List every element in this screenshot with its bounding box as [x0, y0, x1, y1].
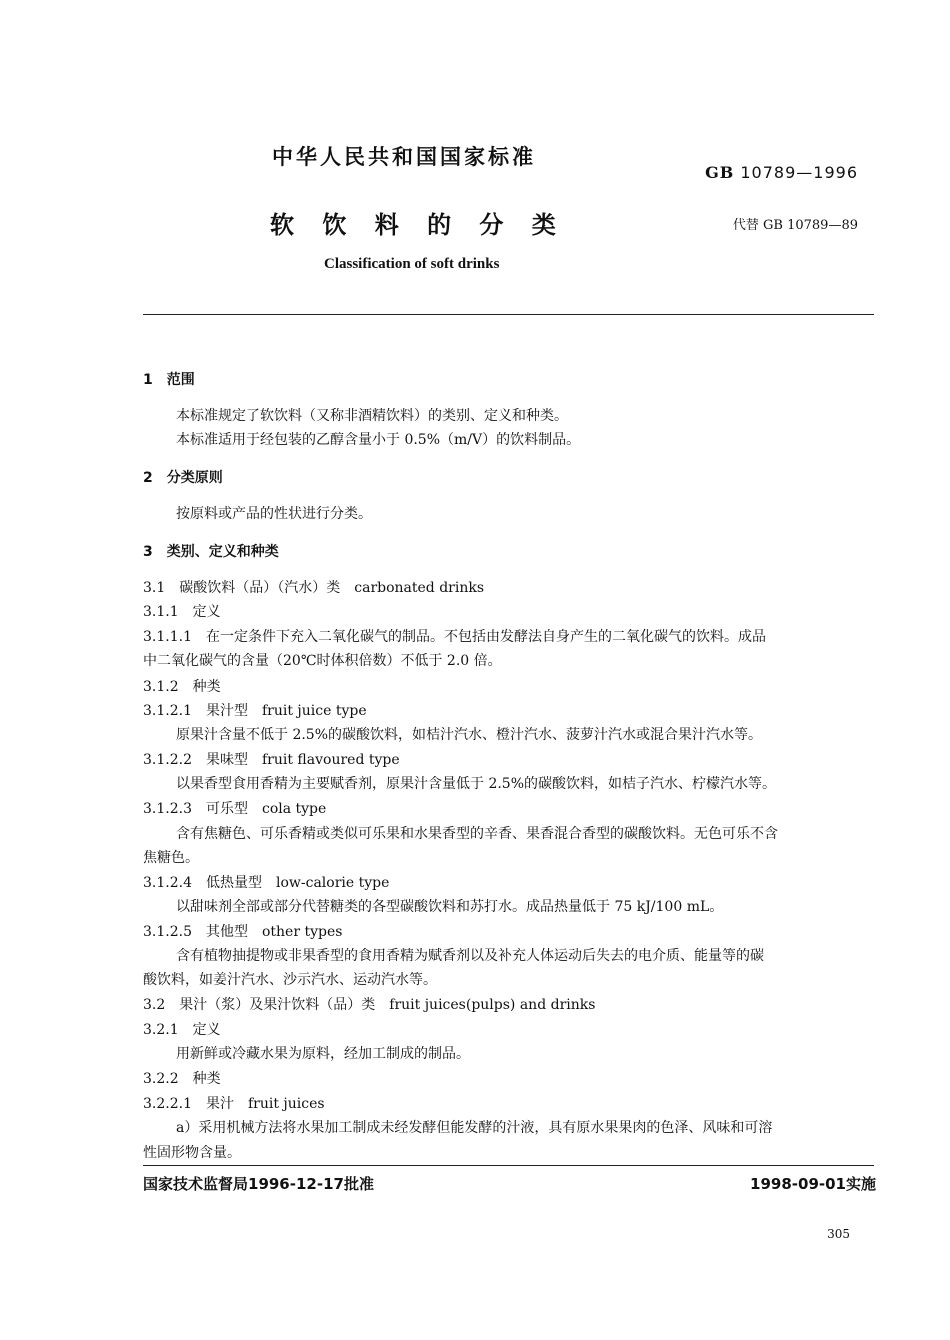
section-heading: 3 类别、定义和种类	[143, 544, 279, 560]
paragraph-line: 中二氧化碳气的含量（20℃时体积倍数）不低于 2.0 倍。	[143, 653, 502, 669]
standard-title: 中华人民共和国国家标准	[272, 145, 536, 169]
paragraph-line: 原果汁含量不低于 2.5%的碳酸饮料，如桔汁汽水、橙汁汽水、菠萝汁汽水或混合果汁汽水等。	[176, 727, 763, 743]
clause-line: 3.2.2.1 果汁 fruit juices	[143, 1096, 325, 1112]
document-title: 软 饮 料 的 分 类	[270, 211, 556, 239]
paragraph-line: 焦糖色。	[143, 850, 199, 866]
paragraph-line: 用新鲜或冷藏水果为原料，经加工制成的制品。	[176, 1046, 470, 1062]
paragraph-line: 以甜味剂全部或部分代替糖类的各型碳酸饮料和苏打水。成品热量低于 75 kJ/100 mL。	[176, 899, 724, 915]
standard-code-prefix: GB	[705, 163, 735, 182]
clause-line: 3.1.1.1 在一定条件下充入二氧化碳气的制品。不包括由发酵法自身产生的二氧化碳气的饮料。成品	[143, 629, 766, 645]
clause-line: 3.1.2.2 果味型 fruit flavoured type	[143, 752, 400, 768]
paragraph-line: 含有焦糖色、可乐香精或类似可乐果和水果香型的辛香、果香混合香型的碳酸饮料。无色可乐不含	[176, 826, 778, 842]
clause-line: 3.1 碳酸饮料（品）（汽水）类 carbonated drinks	[143, 580, 485, 596]
standard-code-number: 10789—1996	[740, 163, 858, 182]
clause-line: 3.2 果汁（浆）及果汁饮料（品）类 fruit juices(pulps) and drinks	[143, 997, 596, 1013]
replaces-note: 代替 GB 10789—89	[732, 218, 858, 233]
paragraph-line: 按原料或产品的性状进行分类。	[176, 506, 372, 522]
paragraph-line: 本标准适用于经包装的乙醇含量小于 0.5%（m/V）的饮料制品。	[176, 432, 581, 448]
clause-line: 3.1.2.1 果汁型 fruit juice type	[143, 703, 367, 719]
section-heading: 2 分类原则	[143, 470, 223, 486]
paragraph-line: 以果香型食用香精为主要赋香剂，原果汁含量低于 2.5%的碳酸饮料，如桔子汽水、柠檬汽水等。	[176, 776, 777, 792]
page-number: 305	[827, 1227, 850, 1241]
section-heading: 1 范围	[143, 372, 195, 388]
clause-line: 3.1.2.3 可乐型 cola type	[143, 801, 327, 817]
clause-line: 3.1.1 定义	[143, 604, 221, 620]
paragraph-line: 本标准规定了软饮料（又称非酒精饮料）的类别、定义和种类。	[176, 408, 568, 424]
issued-date: 国家技术监督局1996-12-17批准	[143, 1175, 374, 1193]
bottom-divider	[143, 1165, 874, 1166]
paragraph-line: 性固形物含量。	[143, 1145, 241, 1161]
clause-line: 3.1.2.4 低热量型 low-calorie type	[143, 875, 390, 891]
clause-line: 3.2.2 种类	[143, 1071, 221, 1087]
top-divider	[143, 314, 874, 315]
paragraph-line: a）采用机械方法将水果加工制成未经发酵但能发酵的汁液，具有原水果果肉的色泽、风味和可溶	[176, 1120, 773, 1136]
effective-date: 1998-09-01实施	[750, 1175, 876, 1193]
paragraph-line: 酸饮料，如姜汁汽水、沙示汽水、运动汽水等。	[143, 972, 437, 988]
clause-line: 3.1.2.5 其他型 other types	[143, 924, 343, 940]
english-title: Classification of soft drinks	[324, 256, 500, 272]
standard-code	[705, 163, 858, 182]
clause-line: 3.2.1 定义	[143, 1022, 221, 1038]
paragraph-line: 含有植物抽提物或非果香型的食用香精为赋香剂以及补充人体运动后失去的电介质、能量等的碳	[176, 948, 764, 964]
clause-line: 3.1.2 种类	[143, 679, 221, 695]
